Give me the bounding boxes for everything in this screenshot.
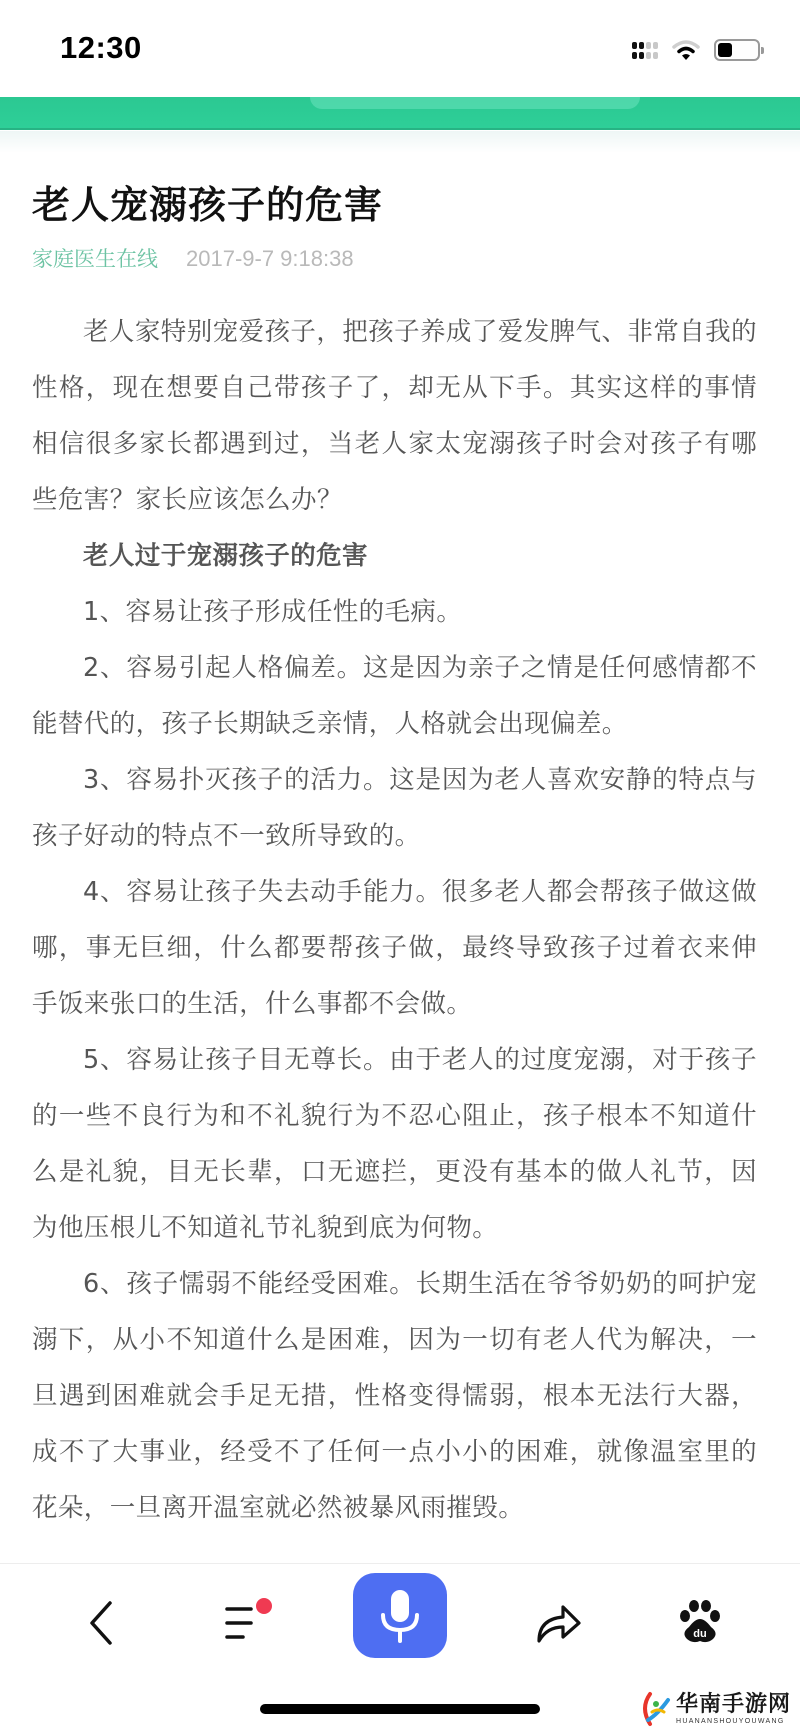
article-paragraph-item-1: 1、容易让孩子形成任性的毛病。 xyxy=(83,597,463,627)
watermark-subtitle: HUANANSHOUYOUWANG xyxy=(676,1718,785,1725)
status-icons xyxy=(632,38,760,62)
article xyxy=(32,178,762,1536)
article-meta xyxy=(32,244,762,274)
header-tab-highlight xyxy=(310,97,640,109)
back-button[interactable] xyxy=(76,1596,126,1650)
home-indicator[interactable] xyxy=(260,1704,540,1714)
article-paragraph-item-5: 5、容易让孩子目无尊长。由于老人的过度宠溺，对于孩子的一些不良行为和不礼貌行为不忍心阻止，孩子根本不知道什么是礼貌，目无长辈，口无遮拦，更没有基本的做人礼节，因为他压根儿不知道礼节礼貌到底为何物。 xyxy=(32,1045,757,1243)
article-paragraph-item-4: 4、容易让孩子失去动手能力。很多老人都会帮孩子做这做哪，事无巨细，什么都要帮孩子做，最终导致孩子过着衣来伸手饭来张口的生活，什么事都不会做。 xyxy=(32,877,757,1019)
wifi-icon xyxy=(672,39,700,61)
notification-dot xyxy=(256,1598,272,1614)
microphone-icon xyxy=(378,1588,422,1644)
voice-search-button[interactable] xyxy=(353,1573,447,1658)
svg-text:du: du xyxy=(693,1628,707,1640)
article-source[interactable]: 家庭医生在线 xyxy=(32,247,158,271)
article-paragraph-item-3: 3、容易扑灭孩子的活力。这是因为老人喜欢安静的特点与孩子好动的特点不一致所导致的。 xyxy=(32,765,757,851)
cellular-signal-icon xyxy=(632,41,658,59)
battery-icon xyxy=(714,39,760,61)
baidu-button[interactable] xyxy=(670,1594,730,1650)
article-date: 2017-9-7 9:18:38 xyxy=(186,246,354,271)
status-bar xyxy=(0,0,800,96)
article-section-heading: 老人过于宠溺孩子的危害 xyxy=(83,541,368,571)
watermark xyxy=(640,1688,800,1732)
status-time: 12:30 xyxy=(60,30,142,65)
watermark-name: 华南手游网 xyxy=(676,1692,792,1717)
article-body xyxy=(32,304,757,1536)
article-title: 老人宠溺孩子的危害 xyxy=(32,183,384,227)
share-icon xyxy=(533,1597,583,1647)
back-icon xyxy=(86,1599,116,1647)
share-button[interactable] xyxy=(530,1594,586,1650)
watermark-logo-icon xyxy=(640,1690,672,1730)
article-paragraph-intro: 老人家特别宠爱孩子，把孩子养成了爱发脾气、非常自我的性格，现在想要自己带孩子了，却无从下手。其实这样的事情相信很多家长都遇到过，当老人家太宠溺孩子时会对孩子有哪些危害？家长应该怎么办？ xyxy=(32,317,757,515)
article-paragraph-item-2: 2、容易引起人格偏差。这是因为亲子之情是任何感情都不能替代的，孩子长期缺乏亲情，人格就会出现偏差。 xyxy=(32,653,757,739)
baidu-paw-icon xyxy=(677,1599,723,1645)
article-paragraph-item-6: 6、孩子懦弱不能经受困难。长期生活在爷爷奶奶的呵护宠溺下，从小不知道什么是困难，因为一切有老人代为解决，一旦遇到困难就会手足无措，性格变得懦弱，根本无法行大器，成不了大事业，经受不了任何一点小小的困难，就像温室里的花朵，一旦离开温室就必然被暴风雨摧毁。 xyxy=(32,1269,757,1523)
header-shadow xyxy=(0,131,800,153)
